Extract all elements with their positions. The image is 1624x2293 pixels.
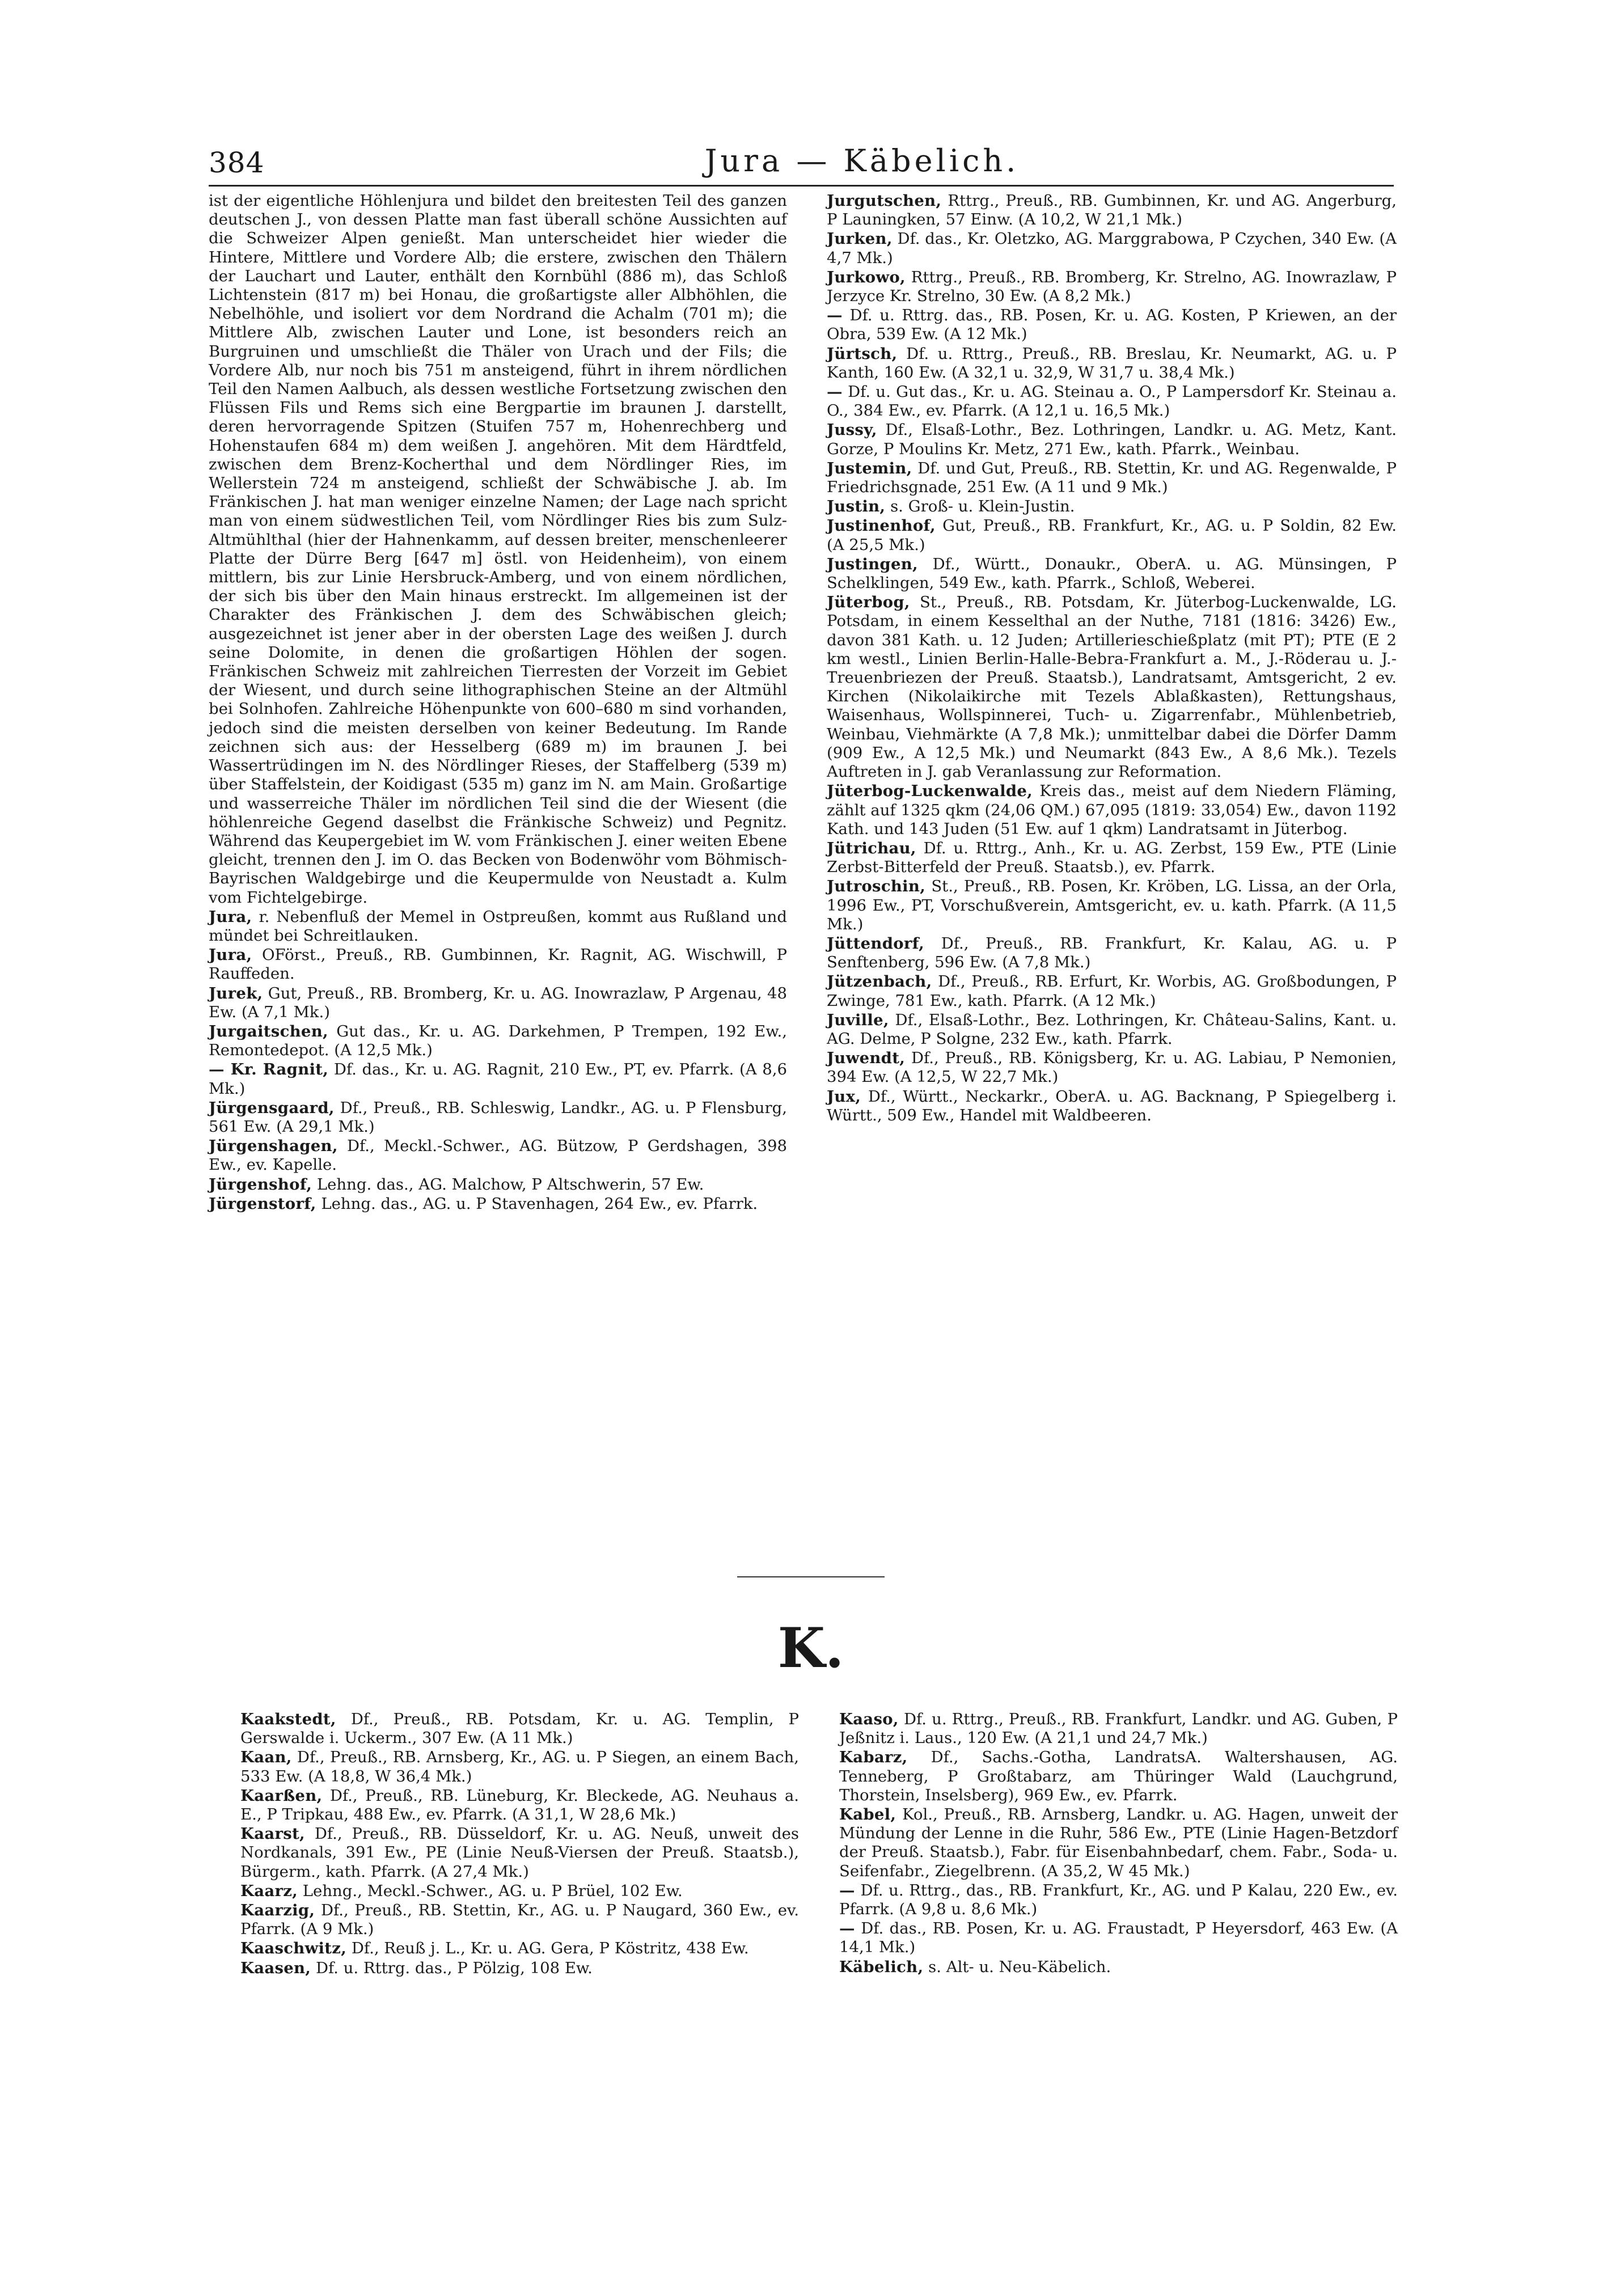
entry-text: ist der eigentliche Höhlenjura und bildet den breitesten Teil des ganzen deutschen J., von dessen Platte man fast überall schöne Aussichten auf die Schweizer Alpen genießt. Man unterscheidet hier wieder die Hintere, Mittlere und Vordere Alb; die erstere, zwischen den Thälern der Lauchart und Lauter, enthält den Kornbühl (886 m), das Schloß Lichtenstein (817 m) bei Honau, die großartigste aller Albhöhlen, die Nebelhöhle, und isoliert vor dem Nordrand die Achalm (701 m); die Mittlere Alb, zwischen Lauter und Lone, ist besonders reich an Burgruinen und umschließt die Thäler von Urach und der Fils; die Vordere Alb, nur noch bis 751 m ansteigend, führt in ihrem nördlichen Teil den Namen Aalbuch, als dessen westliche Fortsetzung zwischen den Flüssen Fils und Rems sich eine Bergpartie im braunen J. darstellt, deren hervorragende Spitzen (Stuifen 757 m, Hohenrechberg und Hohenstaufen 684 m) dem weißen J. angehören. Mit dem Härdtfeld, zwischen dem Brenz-Kocherthal und dem Nördlinger Ries, im Wellerstein 724 m ansteigend, schließt der Schwäbische J. ab. Im Fränkischen J. hat man weniger einzelne Namen; der Lage nach spricht man von einem südwestlichen Teil, vom Nördlinger Ries bis zum Sulz-Altmühlthal (hier der Hahnenkamm, auf dessen breiter, menschenleerer Platte der Dürre Berg [647 m] östl. von Heidenheim), von einem mittlern, bis zur Linie Hersbruck-Amberg, und von einem nördlichen, der sich bis über den Main hinaus erstreckt. Im allgemeinen ist der Charakter des Fränkischen J. dem des Schwäbischen gleich; ausgezeichnet ist jener aber in der obersten Lage des weißen J. durch seine Dolomite, in denen die großartigen Höhlen der sogen. Fränkischen Schweiz mit zahlreichen Tierresten der Vorzeit im Gebiet der Wiesent, und durch seine lithographischen Steine an der Altmühl bei Solnhofen. Zahlreiche Höhenpunkte von 600–680 m sind vorhanden, jedoch sind die meisten derselben von keiner Bedeutung. Im Rande zeichnen sich aus: der Hesselberg (689 m) im braunen J. bei Wassertrüdingen im N. des Nördlinger Rieses, der Staffelberg (539 m) über Staffelstein, der Koidigast (535 m) ganz im N. am Main. Großartige und wasserreiche Thäler im nördlichen Teil sind die der Wiesent (die höhlenreiche Gegend daselbst die Fränkische Schweiz) und Pegnitz. Während das Keupergebiet im W. vom Fränkischen J. einer weiten Ebene gleicht, trennen den J. im O. das Becken von Bodenwöhr vom Böhmisch-Bayrischen Waldgebirge und die Keupermulde von Neustadt a. Kulm vom Fichtelgebirge.	[209, 192, 787, 907]
entry-text: Df., Preuß., RB. Düsseldorf, Kr. u. AG. Neuß, unweit des Nordkanals, 391 Ew., PE (Linie Neuß-Viersen der Preuß. Staatsb.), Bürgerm., kath. Pfarrk. (A 27,4 Mk.)	[240, 1825, 800, 1881]
entry-headword: Kabarz,	[839, 1748, 908, 1767]
entry-text: Df., Preuß., RB. Schleswig, Landkr., AG. u. P Flensburg, 561 Ew. (A 29,1 Mk.)	[209, 1098, 787, 1136]
entry-text: Df., Preuß., RB. Potsdam, Kr. u. AG. Templin, P Gerswalde i. Uckerm., 307 Ew. (A 11 Mk.)	[240, 1710, 799, 1748]
entry-text: Lehng. das., AG. Malchow, P Altschwerin, 57 Ew.	[316, 1175, 704, 1194]
entry-headword: Jura,	[209, 907, 252, 926]
dictionary-entry	[839, 1710, 1398, 1748]
dictionary-entry	[827, 497, 1397, 516]
entry-headword: Jura,	[209, 946, 252, 964]
dictionary-entry	[240, 1748, 799, 1786]
entry-text: Df., Reuß j. L., Kr. u. AG. Gera, P Köstritz, 438 Ew.	[351, 1939, 749, 1958]
entry-text: Gut das., Kr. u. AG. Darkehmen, P Trempen, 192 Ew., Remontedepot. (A 12,5 Mk.)	[209, 1022, 787, 1060]
entry-text: Df. das., RB. Posen, Kr. u. AG. Fraustadt, P Heyersdorf, 463 Ew. (A 14,1 Mk.)	[839, 1919, 1398, 1957]
entry-headword: Jürgensgaard,	[209, 1098, 335, 1117]
dictionary-entry	[240, 1710, 799, 1748]
entry-headword: Jurek,	[209, 984, 263, 1002]
entry-headword: Kaarst,	[240, 1825, 305, 1843]
entry-headword: Jurken,	[827, 230, 893, 248]
entry-text: Df., Elsaß-Lothr., Bez. Lothringen, Landkr. u. AG. Metz, Kant. Gorze, P Moulins Kr. Metz, 271 Ew., kath. Pfarrk., Weinbau.	[827, 421, 1397, 458]
dictionary-entry	[827, 421, 1397, 458]
dictionary-entry	[209, 1175, 787, 1194]
dictionary-entry	[209, 1022, 787, 1060]
entry-text: r. Nebenfluß der Memel in Ostpreußen, kommt aus Rußland und mündet bei Schreitlauken.	[209, 907, 787, 945]
entry-headword: Jurgutschen,	[827, 192, 942, 210]
entry-text: Rttrg., Preuß., RB. Gumbinnen, Kr. und AG. Angerburg, P Launingken, 57 Einw. (A 10,2, W 21,1 Mk.)	[827, 192, 1397, 229]
dictionary-entry	[827, 877, 1397, 934]
entry-text: Df. u. Rttrg., Anh., Kr. u. AG. Zerbst, 159 Ew., PTE (Linie Zerbst-Bitterfeld der Preuß. Staatsb.), ev. Pfarrk.	[827, 839, 1397, 877]
dictionary-entry	[209, 1195, 787, 1213]
dictionary-entry	[209, 1099, 787, 1136]
entry-text: s. Groß- u. Klein-Justin.	[890, 497, 1075, 516]
section-divider	[737, 1576, 885, 1577]
entry-text: Lehng. das., AG. u. P Stavenhagen, 264 Ew., ev. Pfarrk.	[321, 1194, 758, 1213]
running-title: Jura — Käbelich.	[704, 143, 1020, 179]
dictionary-entry	[209, 1060, 787, 1098]
entry-text: OFörst., Preuß., RB. Gumbinnen, Kr. Ragnit, AG. Wischwill, P Rauffeden.	[209, 946, 787, 983]
dictionary-entry	[209, 908, 787, 945]
entry-text: Df., Preuß., RB. Königsberg, Kr. u. AG. Labiau, P Nemonien, 394 Ew. (A 12,5, W 22,7 Mk.)	[827, 1049, 1397, 1086]
entry-text: Df. u. Rttrg. das., P Pölzig, 108 Ew.	[315, 1958, 593, 1977]
entry-headword: —	[827, 383, 843, 401]
dictionary-entry	[827, 555, 1397, 593]
entry-headword: — Kr. Ragnit,	[209, 1060, 329, 1079]
entry-text: Df., Preuß., RB. Erfurt, Kr. Worbis, AG. Großbodungen, P Zwinge, 781 Ew., kath. Pfarrk. (A 12 Mk.)	[827, 972, 1397, 1010]
page-number: 384	[209, 146, 265, 179]
entry-headword: Jürgenstorf,	[209, 1194, 316, 1213]
entry-headword: Kaarz,	[240, 1881, 298, 1900]
entry-text: Df., Preuß., RB. Stettin, Kr., AG. u. P Naugard, 360 Ew., ev. Pfarrk. (A 9 Mk.)	[240, 1901, 799, 1939]
dictionary-entry	[839, 1958, 1398, 1977]
dictionary-entry	[827, 593, 1397, 781]
header-rule	[209, 185, 1394, 187]
dictionary-entry	[827, 345, 1397, 382]
dictionary-entry	[827, 268, 1397, 306]
entry-headword: Jüttendorf,	[827, 934, 925, 953]
dictionary-entry	[827, 192, 1397, 229]
entry-text: Df. das., Kr. Oletzko, AG. Marggrabowa, P Czychen, 340 Ew. (A 4,7 Mk.)	[827, 230, 1397, 267]
column-right-bottom	[839, 1710, 1398, 1977]
dictionary-entry	[839, 1748, 1398, 1805]
dictionary-entry	[240, 1882, 799, 1901]
dictionary-entry	[827, 782, 1397, 839]
entry-text: Df. und Gut, Preuß., RB. Stettin, Kr. und AG. Regenwalde, P Friedrichsgnade, 251 Ew. (A 11 und 9 Mk.)	[827, 459, 1397, 497]
entry-text: Df., Preuß., RB. Arnsberg, Kr., AG. u. P Siegen, an einem Bach, 533 Ew. (A 18,8, W 36,4 Mk.)	[240, 1748, 799, 1786]
dictionary-entry	[827, 1088, 1397, 1125]
dictionary-entry	[827, 383, 1397, 420]
entry-text: Gut, Preuß., RB. Bromberg, Kr. u. AG. Inowrazlaw, P Argenau, 48 Ew. (A 7,1 Mk.)	[209, 984, 787, 1021]
entry-headword: Jüterbog,	[827, 593, 910, 612]
dictionary-entry	[827, 1011, 1397, 1048]
entry-text: Df., Elsaß-Lothr., Bez. Lothringen, Kr. Château-Salins, Kant. u. AG. Delme, P Solgne, 232 Ew., kath. Pfarrk.	[827, 1010, 1397, 1048]
column-left-top	[209, 192, 787, 1214]
dictionary-entry	[839, 1919, 1398, 1957]
entry-text: Df. das., Kr. u. AG. Ragnit, 210 Ew., PT, ev. Pfarrk. (A 8,6 Mk.)	[209, 1060, 787, 1098]
entry-headword: Jürgenshagen,	[209, 1137, 338, 1156]
dictionary-entry	[209, 984, 787, 1022]
entry-headword: Justinenhof,	[827, 517, 936, 535]
entry-headword: Jurkowo,	[827, 268, 906, 286]
entry-headword: Justin,	[827, 497, 886, 516]
entry-text: Df., Meckl.-Schwer., AG. Bützow, P Gerdshagen, 398 Ew., ev. Kapelle.	[209, 1137, 787, 1174]
dictionary-entry	[240, 1939, 799, 1958]
entry-text: Df., Württ., Neckarkr., OberA. u. AG. Backnang, P Spiegelberg i. Württ., 509 Ew., Handel mit Waldbeeren.	[827, 1087, 1397, 1124]
entry-headword: Juwendt,	[827, 1049, 906, 1068]
entry-text: St., Preuß., RB. Posen, Kr. Kröben, LG. Lissa, an der Orla, 1996 Ew., PT, Vorschußverein, Amtsgericht, ev. u. kath. Pfarrk. (A 11,5 Mk.)	[827, 877, 1397, 933]
entry-headword: Jürtsch,	[827, 344, 898, 363]
entry-text: Df. u. Rttrg., Preuß., RB. Frankfurt, Landkr. und AG. Guben, P Jeßnitz i. Laus., 120 Ew. (A 21,1 und 24,7 Mk.)	[839, 1710, 1398, 1748]
entry-text: Gut, Preuß., RB. Frankfurt, Kr., AG. u. P Soldin, 82 Ew. (A 25,5 Mk.)	[827, 517, 1397, 554]
entry-headword: Jützenbach,	[827, 972, 932, 991]
entry-text: Df. u. Gut das., Kr. u. AG. Steinau a. O., P Lampersdorf Kr. Steinau a. O., 384 Ew., ev. Pfarrk. (A 12,1 u. 16,5 Mk.)	[827, 383, 1397, 420]
dictionary-entry	[827, 972, 1397, 1010]
entry-text: s. Alt- u. Neu-Käbelich.	[928, 1957, 1111, 1976]
entry-headword: Kabel,	[839, 1805, 896, 1824]
entry-headword: Kaaschwitz,	[240, 1939, 347, 1958]
entry-headword: Jux,	[827, 1087, 861, 1106]
column-right-top	[827, 192, 1397, 1126]
dictionary-entry	[827, 306, 1397, 344]
entry-text: Lehng., Meckl.-Schwer., AG. u. P Brüel, 102 Ew.	[302, 1881, 683, 1900]
dictionary-entry	[839, 1881, 1398, 1919]
entry-headword: Kaarzig,	[240, 1901, 315, 1920]
entry-text: St., Preuß., RB. Potsdam, Kr. Jüterbog-Luckenwalde, LG. Potsdam, in einem Kesselthal an der Nuthe, 7181 (1816: 3426) Ew., davon 381 Kath. u. 12 Juden; Artillerieschießplatz (mit PT); PTE (E 2 km westl., Linien Berlin-Halle-Bebra-Frankfurt a. M., J.-Röderau u. J.-Treuenbriezen der Preuß. Staatsb.), Landratsamt, Amtsgericht, 2 ev. Kirchen (Nikolaikirche mit Tezels Ablaßkasten), Rettungshaus, Waisenhaus, Wollspinnerei, Tuch- u. Zigarrenfabr., Mühlenbetrieb, Weinbau, Viehmärkte (A 7,8 Mk.); unmittelbar dabei die Dörfer Damm (909 Ew., A 12,5 Mk.) und Neumarkt (843 Ew., A 8,6 Mk.). Tezels Auftreten in J. gab Veranlassung zur Reformation.	[827, 593, 1397, 781]
dictionary-entry	[827, 839, 1397, 877]
entry-text: Kol., Preuß., RB. Arnsberg, Landkr. u. AG. Hagen, unweit der Mündung der Lenne in die Ruhr, 586 Ew., PTE (Linie Hagen-Betzdorf der Preuß. Staatsb.), Fabr. für Eisenbahnbedarf, chem. Fabr., Soda- u. Seifenfabr., Ziegelbrenn. (A 35,2, W 45 Mk.)	[839, 1805, 1398, 1880]
entry-headword: Jussy,	[827, 421, 877, 439]
dictionary-entry	[209, 192, 787, 907]
entry-headword: Justingen,	[827, 555, 918, 573]
column-left-bottom	[240, 1710, 799, 1978]
entry-text: Df. u. Rttrg., Preuß., RB. Breslau, Kr. Neumarkt, AG. u. P Kanth, 160 Ew. (A 32,1 u. 32,9, W 31,7 u. 38,4 Mk.)	[827, 344, 1397, 382]
entry-text: Df., Preuß., RB. Frankfurt, Kr. Kalau, AG. u. P Senftenberg, 596 Ew. (A 7,8 Mk.)	[827, 934, 1397, 972]
entry-headword: Jürgenshof,	[209, 1175, 312, 1194]
entry-headword: Juville,	[827, 1010, 889, 1029]
entry-text: Rttrg., Preuß., RB. Bromberg, Kr. Strelno, AG. Inowrazlaw, P Jerzyce Kr. Strelno, 30 Ew. (A 8,2 Mk.)	[827, 268, 1397, 306]
entry-text: Kreis das., meist auf dem Niedern Fläming, zählt auf 1325 qkm (24,06 QM.) 67,095 (1819: 33,054) Ew., davon 1192 Kath. und 143 Juden (51 Ew. auf 1 qkm) Landratsamt in Jüterbog.	[827, 782, 1397, 838]
entry-headword: Jutroschin,	[827, 877, 926, 896]
entry-headword: —	[839, 1919, 855, 1938]
entry-headword: Kaaso,	[839, 1710, 899, 1728]
entry-headword: Jurgaitschen,	[209, 1022, 328, 1040]
entry-headword: Jüterbog-Luckenwalde,	[827, 782, 1033, 801]
dictionary-entry	[240, 1825, 799, 1881]
dictionary-entry	[209, 946, 787, 983]
entry-text: Df. u. Rttrg., das., RB. Frankfurt, Kr., AG. und P Kalau, 220 Ew., ev. Pfarrk. (A 9,8 u. 8,6 Mk.)	[839, 1881, 1398, 1919]
entry-headword: Kaan,	[240, 1748, 292, 1767]
entry-text: Df., Württ., Donaukr., OberA. u. AG. Münsingen, P Schelklingen, 549 Ew., kath. Pfarrk., Schloß, Weberei.	[827, 555, 1397, 593]
entry-text: Df., Sachs.-Gotha, LandratsA. Waltershausen, AG. Tenneberg, P Großtabarz, am Thüringer Wald (Lauchgrund, Thorstein, Inselsberg), 969 Ew., ev. Pfarrk.	[839, 1748, 1398, 1804]
entry-headword: Käbelich,	[839, 1957, 924, 1976]
dictionary-entry	[240, 1959, 799, 1978]
entry-headword: Kaarßen,	[240, 1786, 323, 1805]
entry-headword: —	[827, 306, 843, 325]
entry-text: Df. u. Rttrg. das., RB. Posen, Kr. u. AG. Kosten, P Kriewen, an der Obra, 539 Ew. (A 12 Mk.)	[827, 306, 1397, 344]
dictionary-entry	[240, 1787, 799, 1824]
dictionary-entry	[827, 1049, 1397, 1086]
entry-headword: Kaasen,	[240, 1958, 311, 1977]
dictionary-entry	[827, 517, 1397, 554]
dictionary-entry	[240, 1901, 799, 1939]
dictionary-entry	[827, 459, 1397, 497]
entry-headword: Jütrichau,	[827, 839, 916, 857]
entry-headword: Justemin,	[827, 459, 912, 477]
section-letter: K.	[777, 1616, 844, 1680]
dictionary-entry	[827, 230, 1397, 267]
dictionary-entry	[827, 934, 1397, 972]
entry-text: Df., Preuß., RB. Lüneburg, Kr. Bleckede, AG. Neuhaus a. E., P Tripkau, 488 Ew., ev. Pfarrk. (A 31,1, W 28,6 Mk.)	[240, 1786, 799, 1824]
dictionary-entry	[839, 1805, 1398, 1881]
entry-headword: —	[839, 1881, 855, 1899]
entry-headword: Kaakstedt,	[240, 1710, 336, 1728]
dictionary-entry	[209, 1137, 787, 1174]
